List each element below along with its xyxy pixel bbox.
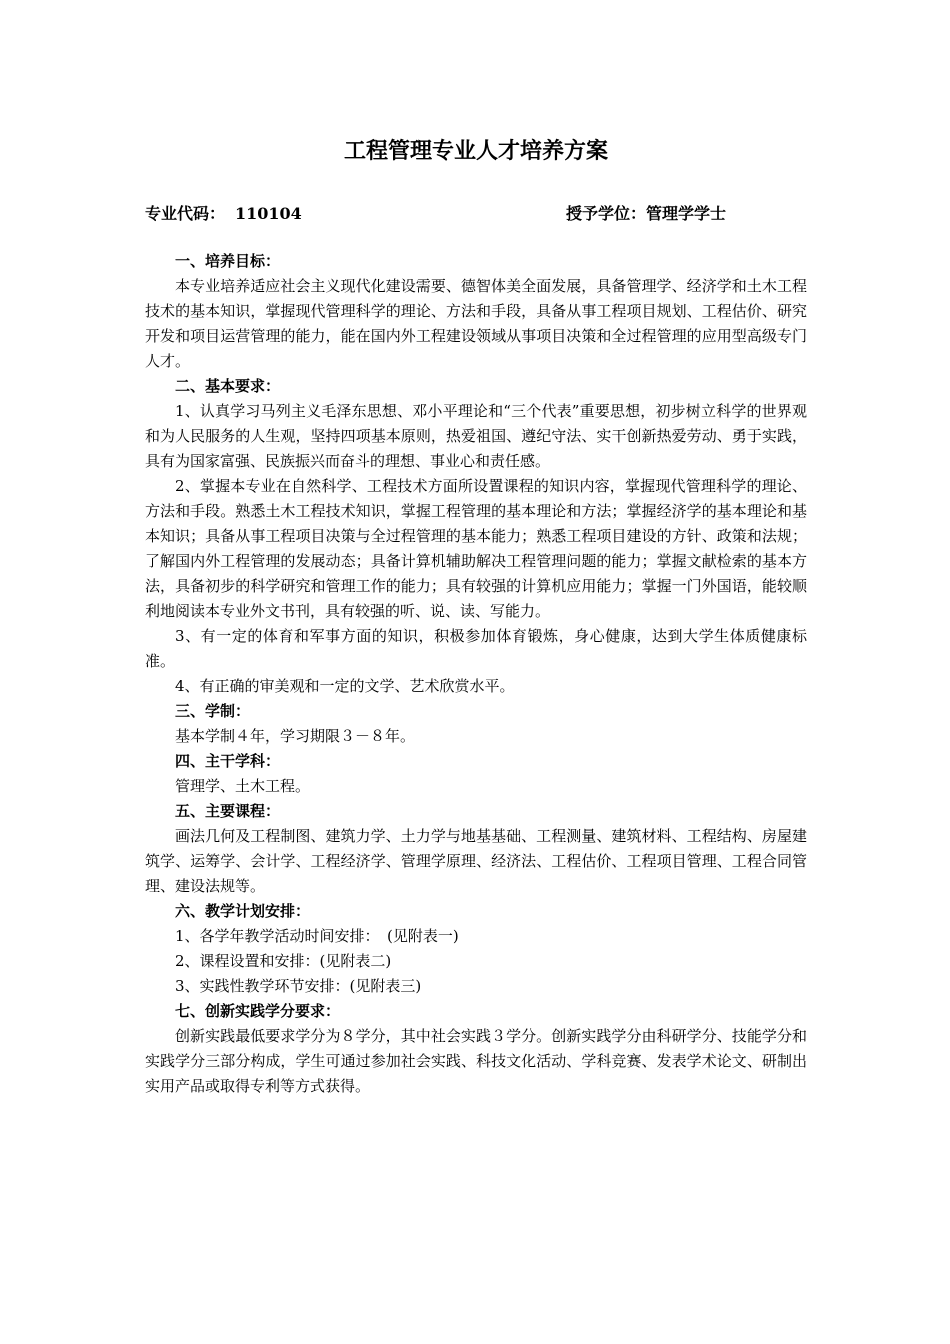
page-title: 工程管理专业人才培养方案 [343, 138, 608, 164]
paragraph: 本专业培养适应社会主义现代化建设需要、德智体美全面发展，具备管理学、经济学和土木工程技术的基本知识，掌握现代管理科学的理论、方法和手段，具备从事工程项目规划、工程估价、研究开发和项目运营管理的能力，能在国内外工程建设领域从事项目决策和全过程管理的应用型高级专门人才。 [145, 277, 807, 370]
major-code [145, 201, 302, 227]
section-heading: 二、基本要求： [175, 377, 281, 395]
degree-awarded: 授予学位：管理学学士 [566, 204, 727, 223]
section-heading: 三、学制： [175, 702, 251, 720]
paragraph: 创新实践最低要求学分为８学分，其中社会实践３学分。创新实践学分由科研学分、技能学分和实践学分三部分构成，学生可通过参加社会实践、科技文化活动、学科竞赛、发表学术论文、研制出实用产品或取得专利等方式获得。 [145, 1027, 807, 1095]
section-heading: 七、创新实践学分要求： [175, 1002, 341, 1020]
paragraph: 画法几何及工程制图、建筑力学、土力学与地基基础、工程测量、建筑材料、工程结构、房屋建筑学、运筹学、会计学、工程经济学、管理学原理、经济法、工程估价、工程项目管理、工程合同管理、建设法规等。 [145, 827, 807, 895]
paragraph: 管理学、土木工程。 [175, 777, 311, 795]
section-heading: 四、主干学科： [175, 752, 281, 770]
paragraph: 3、有一定的体育和军事方面的知识，积极参加体育锻炼，身心健康，达到大学生体质健康标准。 [145, 627, 807, 670]
paragraph: 基本学制４年，学习期限３－８年。 [175, 727, 416, 745]
paragraph: 2、课程设置和安排：(见附表二) [175, 952, 392, 970]
section-heading: 五、主要课程： [175, 802, 281, 820]
paragraph: 2、掌握本专业在自然科学、工程技术方面所设置课程的知识内容，掌握现代管理科学的理论、方法和手段。熟悉土木工程技术知识，掌握工程管理的基本理论和方法；掌握经济学的基本理论和基本知识；具备从事工程项目决策与全过程管理的基本能力；熟悉工程项目建设的方针、政策和法规；了解国内外工程管理的发展动态；具备计算机辅助解决工程管理问题的能力；掌握文献检索的基本方法，具备初步的科学研究和管理工作的能力；具有较强的计算机应用能力；掌握一门外国语，能较顺利地阅读本专业外文书刊，具有较强的听、说、读、写能力。 [145, 477, 807, 620]
paragraph: 1、各学年教学活动时间安排： (见附表一) [175, 927, 459, 945]
major-code-value: 110104 [235, 204, 302, 223]
section-heading: 一、培养目标： [175, 252, 281, 270]
paragraph: 1、认真学习马列主义毛泽东思想、邓小平理论和“三个代表”重要思想，初步树立科学的世界观和为人民服务的人生观，坚持四项基本原则，热爱祖国、遵纪守法、实干创新热爱劳动、勇于实践，具有为国家富强、民族振兴而奋斗的理想、事业心和责任感。 [145, 402, 807, 470]
paragraph: 3、实践性教学环节安排：(见附表三) [175, 977, 422, 995]
section-heading: 六、教学计划安排： [175, 902, 311, 920]
paragraph: 4、有正确的审美观和一定的文学、艺术欣赏水平。 [175, 677, 515, 695]
meta-row [145, 201, 807, 227]
document-body [145, 249, 807, 1099]
major-code-label: 专业代码： [145, 204, 226, 223]
